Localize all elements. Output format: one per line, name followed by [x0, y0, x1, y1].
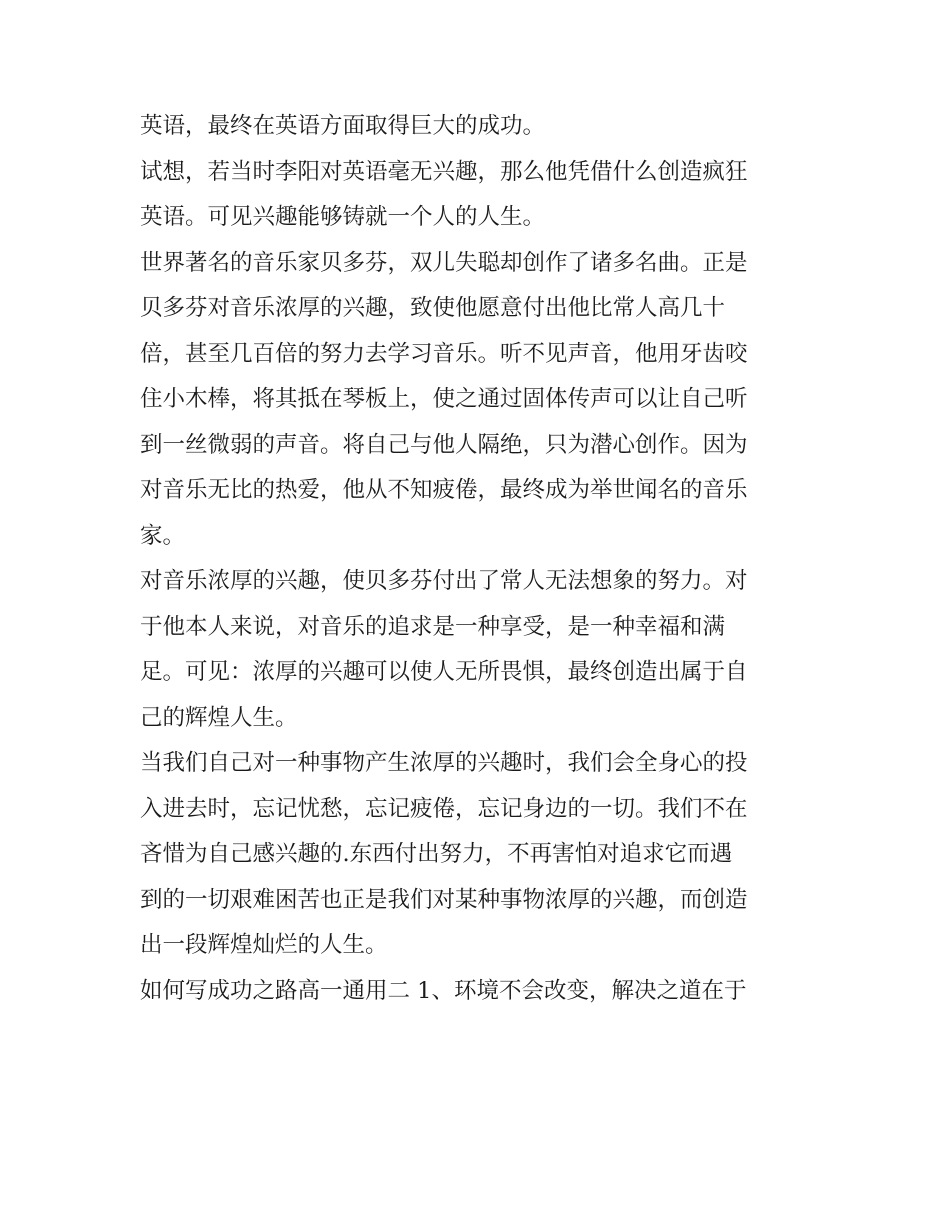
text-line: 倍，甚至几百倍的努力去学习音乐。听不见声音，他用牙齿咬: [140, 340, 748, 367]
text-line: 贝多芬对音乐浓厚的兴趣，致使他愿意付出他比常人高几十: [140, 295, 726, 321]
text-line: 如何写成功之路高一通用二 1、环境不会改变，解决之道在于: [140, 977, 747, 1004]
text-line: 家。: [140, 522, 186, 549]
text-line: 当我们自己对一种事物产生浓厚的兴趣时，我们会全身心的投: [140, 750, 748, 776]
text-line: 到一丝微弱的声音。将自己与他人隔绝，只为潜心创作。因为: [140, 431, 748, 458]
text-line: 到的一切艰难困苦也正是我们对某种事物浓厚的兴趣，而创造: [140, 886, 748, 913]
text-line: 足。可见：浓厚的兴趣可以使人无所畏惧，最终创造出属于自: [140, 659, 748, 685]
text-line: 出一段辉煌灿烂的人生。: [140, 932, 388, 958]
text-line: 世界著名的音乐家贝多芬，双儿失聪却创作了诸多名曲。正是: [140, 249, 748, 276]
text-line: 吝惜为自己感兴趣的.东西付出努力，不再害怕对追求它而遇: [140, 841, 733, 867]
document-body: [140, 104, 820, 1014]
text-line: 试想，若当时李阳对英语毫无兴趣，那么他凭借什么创造疯狂: [140, 158, 748, 185]
text-line: 英语。可见兴趣能够铸就一个人的人生。: [140, 204, 546, 230]
text-line: 于他本人来说，对音乐的追求是一种享受，是一种幸福和满: [140, 613, 726, 640]
text-line: 对音乐浓厚的兴趣，使贝多芬付出了常人无法想象的努力。对: [140, 568, 748, 594]
text-line: 英语，最终在英语方面取得巨大的成功。: [140, 113, 546, 139]
text-line: 对音乐无比的热爱，他从不知疲倦，最终成为举世闻名的音乐: [140, 477, 748, 503]
text-line: 己的辉煌人生。: [140, 704, 298, 731]
text-line: 入进去时，忘记忧愁，忘记疲倦，忘记身边的一切。我们不在: [140, 795, 748, 822]
text-line: 住小木棒，将其抵在琴板上，使之通过固体传声可以让自己听: [140, 386, 748, 412]
